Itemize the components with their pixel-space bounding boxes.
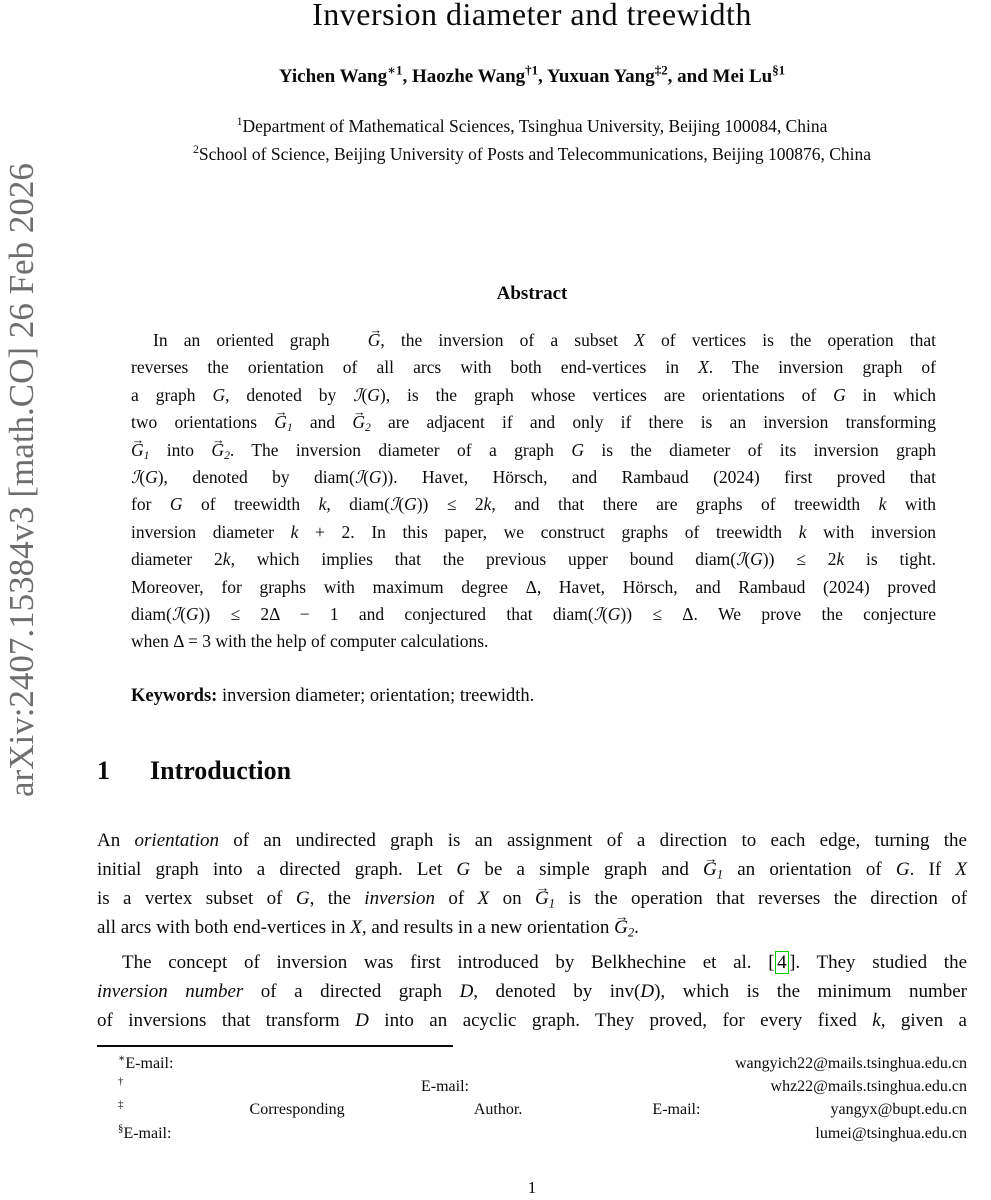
text-run: 2 <box>627 925 635 940</box>
text-run: ]. They studied the <box>789 952 968 973</box>
text-run: G <box>145 467 158 488</box>
text-run: inversion <box>364 888 436 909</box>
text-run: D <box>355 1010 369 1031</box>
text-line <box>131 327 936 354</box>
text-run: )). Havet, Hörsch, and Rambaud (2024) first proved that <box>381 467 936 488</box>
citation-link[interactable]: 4 <box>775 951 790 974</box>
text-line <box>131 491 936 518</box>
text-run: , denoted by inv( <box>473 981 641 1002</box>
text-run: . If <box>909 859 956 880</box>
text-run: ( <box>361 384 368 405</box>
text-run: ( <box>180 604 186 625</box>
text-run: G <box>456 859 471 880</box>
text-run: of <box>435 888 478 909</box>
text-run: ), is the graph whose vertices are orientations of <box>379 384 834 405</box>
text-run: G → <box>352 409 365 436</box>
text-run: k <box>222 549 231 570</box>
text-run: )) ≤ Δ. We prove the conjecture <box>620 604 936 625</box>
text-run: is the operation that reverses the direction of <box>555 888 968 909</box>
text-run: ( <box>744 549 751 570</box>
text-line <box>97 1006 967 1035</box>
text-run: G <box>368 467 382 488</box>
arxiv-watermark: arXiv:2407.15384v3 [math.CO] 26 Feb 2026 <box>2 163 41 797</box>
text-run: reverses the orientation of all arcs with both end-vertices in <box>131 357 699 378</box>
text-run: School of Science, Beijing University of Posts and Telecommunications, Beijing 100876, China <box>198 144 872 164</box>
text-run: are adjacent if and only if there is an inversion transforming <box>370 412 936 433</box>
text-run: of a directed graph <box>243 981 460 1002</box>
text-run: 1 <box>716 867 724 882</box>
text-run: G <box>169 494 183 515</box>
section-heading-introduction <box>97 756 967 786</box>
section-title: Introduction <box>150 756 292 785</box>
keywords-line <box>131 686 936 707</box>
text-run: 1 <box>236 114 243 129</box>
affiliation-1 <box>97 116 967 137</box>
text-run: , the <box>309 888 365 909</box>
text-run: An <box>97 830 135 851</box>
text-run: §1 <box>772 62 786 78</box>
text-run: )) ≤ 2 <box>416 494 484 515</box>
text-run: two orientations <box>131 412 275 433</box>
text-run: G <box>367 384 380 405</box>
text-run: when Δ = 3 with the help of computer calculations. <box>131 631 489 652</box>
text-run: G → <box>211 437 224 464</box>
text-line <box>131 628 936 655</box>
text-run: ℐ <box>593 604 602 625</box>
text-run: )) ≤ 2 <box>762 549 837 570</box>
text-run: , given a <box>880 1010 967 1031</box>
text-run: ( <box>601 604 608 625</box>
text-run: , and <box>667 66 713 87</box>
text-run: 1 <box>286 422 293 435</box>
text-line <box>131 409 936 436</box>
text-line <box>97 1098 967 1121</box>
text-run: ℐ <box>390 494 399 515</box>
text-run: § <box>118 1122 124 1135</box>
abstract-body <box>131 327 936 656</box>
text-run: 1 <box>143 449 150 462</box>
text-run: G → <box>614 913 628 942</box>
text-run: G <box>185 604 199 625</box>
text-line <box>97 1052 967 1075</box>
text-run: E-mail: wangyich22@mails.tsinghua.edu.cn <box>125 1055 967 1072</box>
text-run: Mei Lu <box>712 66 773 87</box>
text-run: In an oriented graph <box>153 330 346 350</box>
page-number: 1 <box>527 1178 537 1197</box>
text-run: k <box>290 521 299 542</box>
text-run: †1 <box>525 62 539 78</box>
text-run: k <box>798 521 807 542</box>
text-run: . <box>634 917 639 938</box>
text-run: + 2. In this paper, we construct graphs of treewidth <box>298 521 799 542</box>
text-run: is a vertex subset of <box>97 888 296 909</box>
text-run: X <box>634 330 645 350</box>
text-run: )) ≤ 2Δ − 1 and conjectured that diam( <box>198 604 594 625</box>
text-run: Yichen Wang <box>278 66 388 87</box>
text-run: Moreover, for graphs with maximum degree Δ, Havet, Hörsch, and Rambaud (2024) proved <box>131 576 936 597</box>
text-run: ( <box>139 467 146 488</box>
text-run: Corresponding Author. E-mail: yangyx@bupt.edu.cn <box>249 1101 967 1119</box>
footnote-rule <box>97 1045 453 1047</box>
intro-paragraph-2 <box>97 948 967 1035</box>
text-line <box>131 601 936 628</box>
text-line <box>131 574 936 601</box>
text-run: ℐ <box>354 467 364 488</box>
text-run: k <box>872 1010 881 1031</box>
text-run: into <box>149 439 212 460</box>
text-run: G <box>895 859 910 880</box>
text-run: . The inversion diameter of a graph <box>229 439 572 460</box>
text-run: G → <box>535 884 549 913</box>
text-run: of treewidth <box>182 494 319 515</box>
text-run: G → <box>131 437 144 464</box>
text-run: † <box>118 1075 421 1088</box>
text-run: Haozhe Wang <box>412 66 526 87</box>
text-line <box>97 1075 967 1098</box>
text-run: 2 <box>224 449 230 462</box>
text-line <box>97 1122 967 1145</box>
text-run: an orientation of <box>723 859 896 880</box>
text-run: ∗1 <box>387 62 403 78</box>
text-line <box>131 437 936 464</box>
text-run: on <box>489 888 536 909</box>
text-run: ∗ <box>118 1052 126 1065</box>
text-run: k <box>483 494 492 515</box>
text-run: inversion diameter; orientation; treewidth. <box>217 686 535 706</box>
text-run: E-mail: lumei@tsinghua.edu.cn <box>123 1124 967 1142</box>
text-run: G → <box>703 855 717 884</box>
text-run: diam( <box>131 604 172 625</box>
text-run: for <box>131 494 170 515</box>
text-run: k <box>878 494 887 515</box>
text-run: ℐ <box>736 549 745 570</box>
text-run: G <box>833 384 846 405</box>
text-run: E-mail: whz22@mails.tsinghua.edu.cn <box>420 1078 967 1096</box>
text-run: , <box>402 66 412 87</box>
text-run: , and that there are graphs of treewidth <box>491 494 879 515</box>
text-run: inversion number <box>97 981 244 1002</box>
text-run: of inversions that transform <box>97 1010 356 1031</box>
text-line <box>131 546 936 573</box>
text-run: , the inversion of a subset <box>380 330 635 350</box>
text-run: ), denoted by diam( <box>157 467 355 488</box>
text-run: D <box>640 981 655 1002</box>
text-run: , denoted by <box>225 384 354 405</box>
text-line <box>131 519 936 546</box>
text-run: ℐ <box>131 467 140 488</box>
text-run: Keywords: <box>131 686 218 706</box>
text-run: G <box>295 888 310 909</box>
text-run: The concept of inversion was first introduced by Belkhechine et al. [ <box>122 952 775 973</box>
text-line <box>97 884 967 913</box>
paper-title: Inversion diameter and treewidth <box>312 0 752 32</box>
text-run: G → <box>346 327 381 354</box>
abstract-heading: Abstract <box>496 283 568 304</box>
text-run: k <box>836 549 845 570</box>
text-run: , <box>538 66 547 87</box>
text-run: . The inversion graph of <box>708 357 936 378</box>
text-run: ( <box>398 494 405 515</box>
text-run: k <box>318 494 327 515</box>
text-run: ( <box>363 467 369 488</box>
affiliation-2 <box>97 144 967 165</box>
text-run: G <box>750 549 763 570</box>
text-run: of an undirected graph is an assignment of a direction to each edge, turning the <box>218 830 967 851</box>
authors-line <box>97 62 967 88</box>
intro-paragraph-1 <box>97 826 967 942</box>
text-line <box>97 977 967 1006</box>
text-run: all arcs with both end-vertices in <box>97 917 351 938</box>
text-run: with inversion <box>806 521 936 542</box>
text-run: is tight. <box>844 549 937 570</box>
text-run: be a simple graph and <box>470 859 704 880</box>
text-run: orientation <box>134 830 219 851</box>
text-run: diameter 2 <box>131 549 223 570</box>
text-run: X <box>350 917 362 938</box>
text-run: X <box>698 357 709 378</box>
text-line <box>131 354 936 381</box>
text-run: , diam( <box>326 494 390 515</box>
text-run: , and results in a new orientation <box>361 917 615 938</box>
text-run: with <box>886 494 936 515</box>
text-line <box>131 464 936 491</box>
text-line <box>97 913 967 942</box>
text-run: D <box>459 981 474 1002</box>
text-run: ‡2 <box>654 62 668 78</box>
text-run: G <box>571 439 584 460</box>
text-run: G → <box>274 409 287 436</box>
text-run: a graph <box>131 384 213 405</box>
footnotes <box>97 1052 967 1145</box>
text-run: initial graph into a directed graph. Let <box>97 859 457 880</box>
text-run: 1 <box>548 896 556 911</box>
text-run: ), which is the minimum number <box>654 981 967 1002</box>
text-run: ℐ <box>353 384 362 405</box>
text-run: ‡ <box>118 1099 250 1112</box>
text-run: 2 <box>364 422 371 435</box>
text-run: in which <box>845 384 936 405</box>
text-run: 2 <box>192 142 199 157</box>
text-run: is the diameter of its inversion graph <box>583 439 936 460</box>
text-run: X <box>477 888 490 909</box>
text-run: G <box>404 494 417 515</box>
text-run: of vertices is the operation that <box>644 330 937 350</box>
text-run: Department of Mathematical Sciences, Tsinghua University, Beijing 100084, China <box>242 116 828 136</box>
text-run: , which implies that the previous upper bound diam( <box>230 549 737 570</box>
text-line <box>97 948 967 977</box>
text-run: X <box>955 859 968 880</box>
text-run: Yuxuan Yang <box>546 66 655 87</box>
text-run: inversion diameter <box>131 521 291 542</box>
text-run: G <box>212 384 226 405</box>
text-line <box>131 382 936 409</box>
text-run: into an acyclic graph. They proved, for every fixed <box>368 1010 873 1031</box>
text-line <box>97 855 967 884</box>
section-number: 1 <box>97 756 110 785</box>
text-run: and <box>292 412 353 433</box>
text-line <box>97 826 967 855</box>
text-run: G <box>607 604 621 625</box>
text-run: ℐ <box>171 604 181 625</box>
